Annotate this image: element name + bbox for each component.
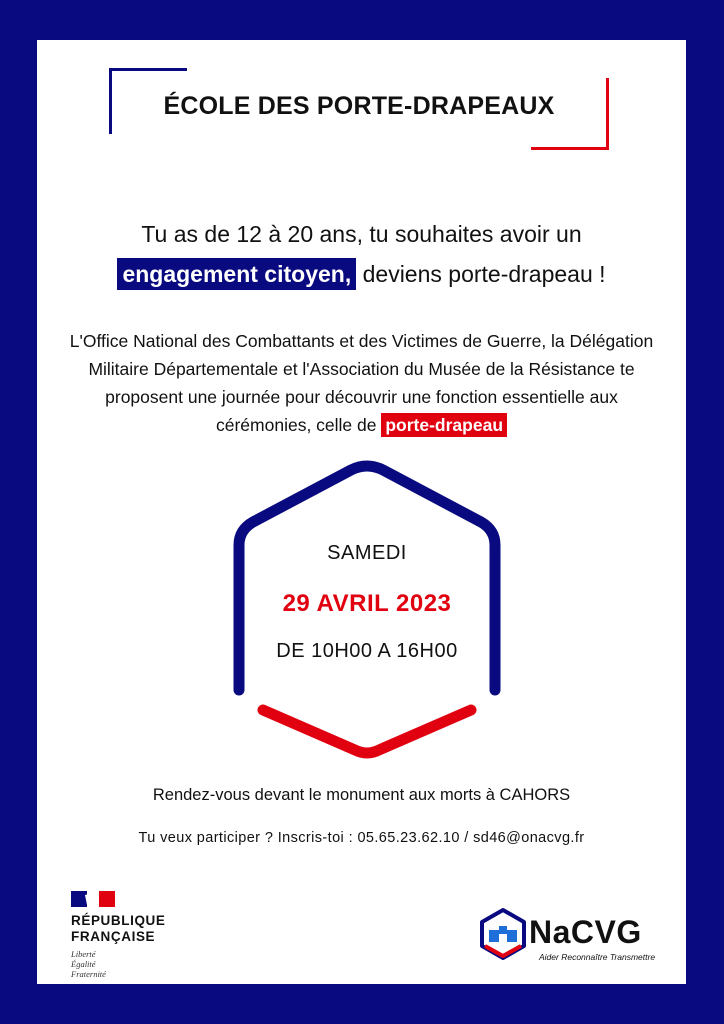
headline-line-2	[37, 254, 686, 294]
headline-line-2-rest: deviens porte-drapeau !	[356, 261, 606, 287]
poster-title: ÉCOLE DES PORTE-DRAPEAUX	[163, 92, 555, 120]
description-highlight: porte-drapeau	[381, 413, 507, 437]
republique-name-line-1: RÉPUBLIQUE	[71, 913, 166, 928]
republique-francaise-logo	[71, 891, 181, 981]
onacvg-tagline: Aider Reconnaître Transmettre	[539, 952, 656, 962]
motto-liberte: Liberté	[71, 949, 96, 959]
headline	[37, 214, 686, 294]
title-frame	[109, 68, 609, 150]
event-time: DE 10H00 A 16H00	[276, 640, 458, 662]
signup-contact: Tu veux participer ? Inscris-toi : 05.65.23.62.10 / sd46@onacvg.fr	[138, 830, 585, 846]
headline-line-1: Tu as de 12 à 20 ans, tu souhaites avoir un	[141, 221, 582, 247]
hexagon-red-stroke	[263, 710, 471, 753]
republique-name-line-2: FRANÇAISE	[71, 929, 156, 944]
marianne-flag-icon	[71, 891, 115, 907]
republique-motto	[71, 949, 106, 979]
description-text: L'Office National des Combattants et des Victimes de Guerre, la Délégation Militaire Départementale et l'Association du Musée de la Résistance te proposent une journée pour découvrir une fonction essentielle aux cérémonies, celle de	[69, 331, 654, 435]
onacvg-hexagon-icon	[477, 906, 529, 962]
description-paragraph	[57, 327, 666, 439]
onacvg-name: NaCVG	[529, 914, 642, 950]
motto-egalite: Égalité	[71, 959, 96, 969]
frame-corner-blue	[109, 68, 187, 71]
motto-fraternite: Fraternité	[71, 969, 106, 979]
onacvg-logo	[477, 906, 657, 966]
event-day: SAMEDI	[327, 542, 407, 564]
headline-highlight: engagement citoyen,	[117, 258, 356, 290]
republique-name	[71, 913, 166, 945]
event-date: 29 AVRIL 2023	[282, 590, 452, 617]
event-hexagon	[227, 460, 507, 760]
poster-page	[37, 40, 686, 984]
frame-corner-red	[531, 147, 609, 150]
meeting-point: Rendez-vous devant le monument aux morts à CAHORS	[152, 786, 571, 804]
